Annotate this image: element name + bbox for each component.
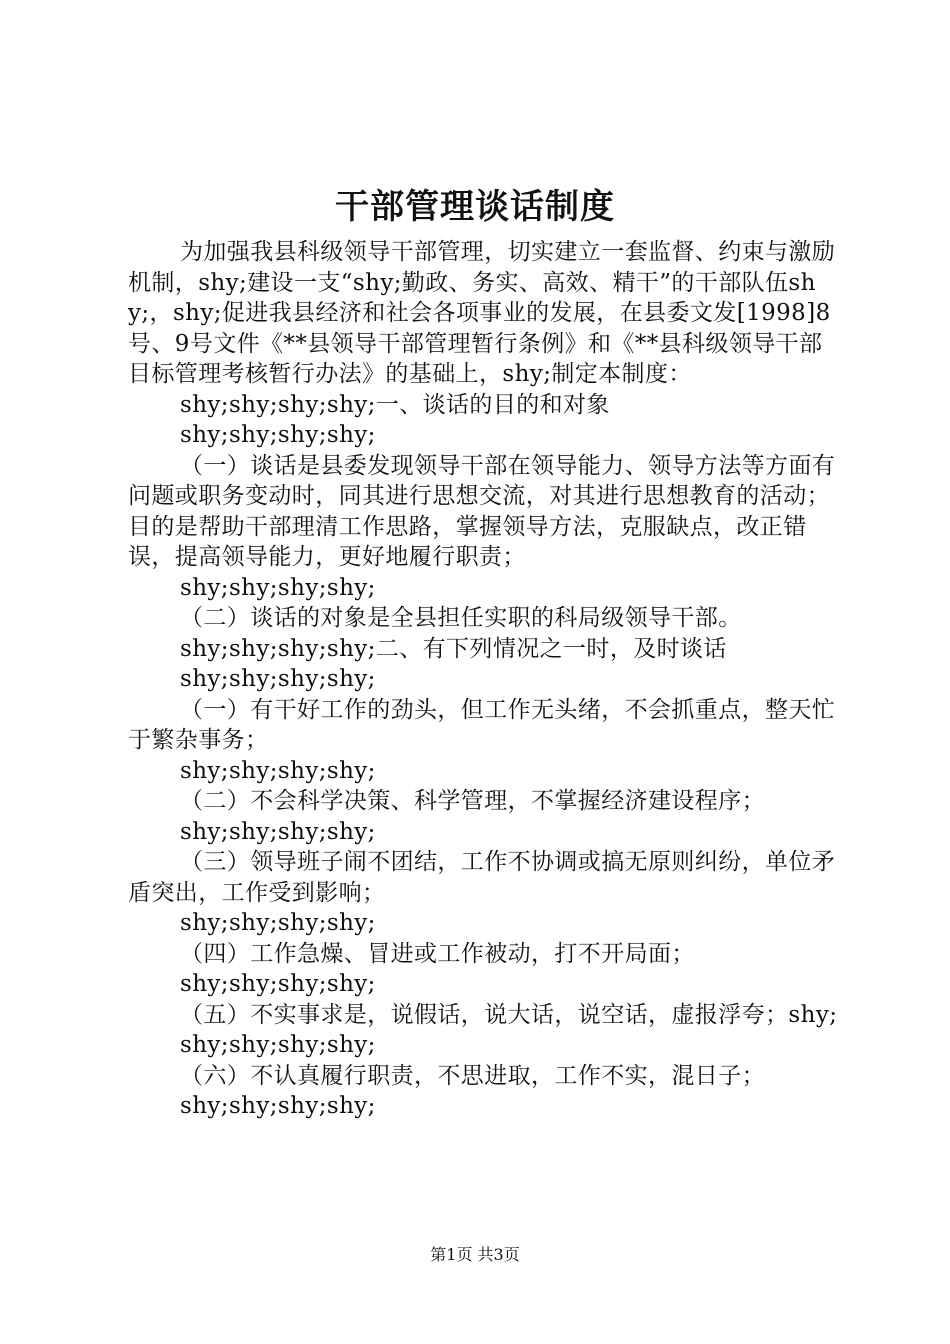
paragraph: （一）有干好工作的劲头，但工作无头绪，不会抓重点，整天忙于繁杂事务； [128, 696, 836, 753]
paragraph: （二）不会科学决策、科学管理，不掌握经济建设程序； [180, 788, 765, 814]
paragraph: （二）谈话的对象是全县担任实职的科局级领导干部。 [180, 605, 742, 631]
paragraph: shy;shy;shy;shy; [180, 574, 376, 601]
paragraph: shy;shy;shy;shy; [180, 910, 376, 936]
paragraph: shy;shy;shy;shy; [180, 422, 376, 448]
paragraph: （一）谈话是县委发现领导干部在领导能力、领导方法等方面有问题或职务变动时，同其进行思想交流，对其进行思想教育的活动；目的是帮助干部理清工作思路，掌握领导方法，克服缺点，改正错误，提高领导能力，更好地履行职责； [128, 452, 836, 570]
paragraph: （五）不实事求是，说假话，说大话，说空话，虚报浮夸；shy; [180, 1001, 838, 1028]
paragraph: shy;shy;shy;shy;一、谈话的目的和对象 [180, 391, 610, 418]
page-title: 干部管理谈话制度 [335, 187, 615, 227]
paragraph: shy;shy;shy;shy;二、有下列情况之一时，及时谈话 [180, 635, 727, 662]
paragraph: （三）领导班子闹不团结，工作不协调或搞无原则纠纷，单位矛盾突出，工作受到影响； [128, 849, 836, 906]
paragraph: shy;shy;shy;shy; [180, 818, 376, 845]
paragraph: shy;shy;shy;shy; [180, 666, 376, 692]
page-footer: 第1页 共3页 [430, 1245, 520, 1264]
paragraph: shy;shy;shy;shy; [180, 971, 376, 997]
paragraph: （六）不认真履行职责，不思进取，工作不实，混日子； [180, 1062, 765, 1089]
paragraph: shy;shy;shy;shy; [180, 1032, 376, 1058]
paragraph: 为加强我县科级领导干部管理，切实建立一套监督、约束与激励机制，shy;建设一支“shy;勤政、务实、高效、精干”的干部队伍shy;，shy;促进我县经济和社会各项事业的发展，在县委文发[1998]8号、9号文件《**县领导干部管理暂行条例》和《**县科级领导干部目标管理考核暂行办法》的基础上，shy;制定本制度： [128, 239, 836, 387]
paragraph: shy;shy;shy;shy; [180, 757, 376, 784]
document-body [128, 237, 840, 1122]
paragraph: （四）工作急燥、冒进或工作被动，打不开局面； [180, 940, 695, 967]
paragraph: shy;shy;shy;shy; [180, 1093, 376, 1119]
